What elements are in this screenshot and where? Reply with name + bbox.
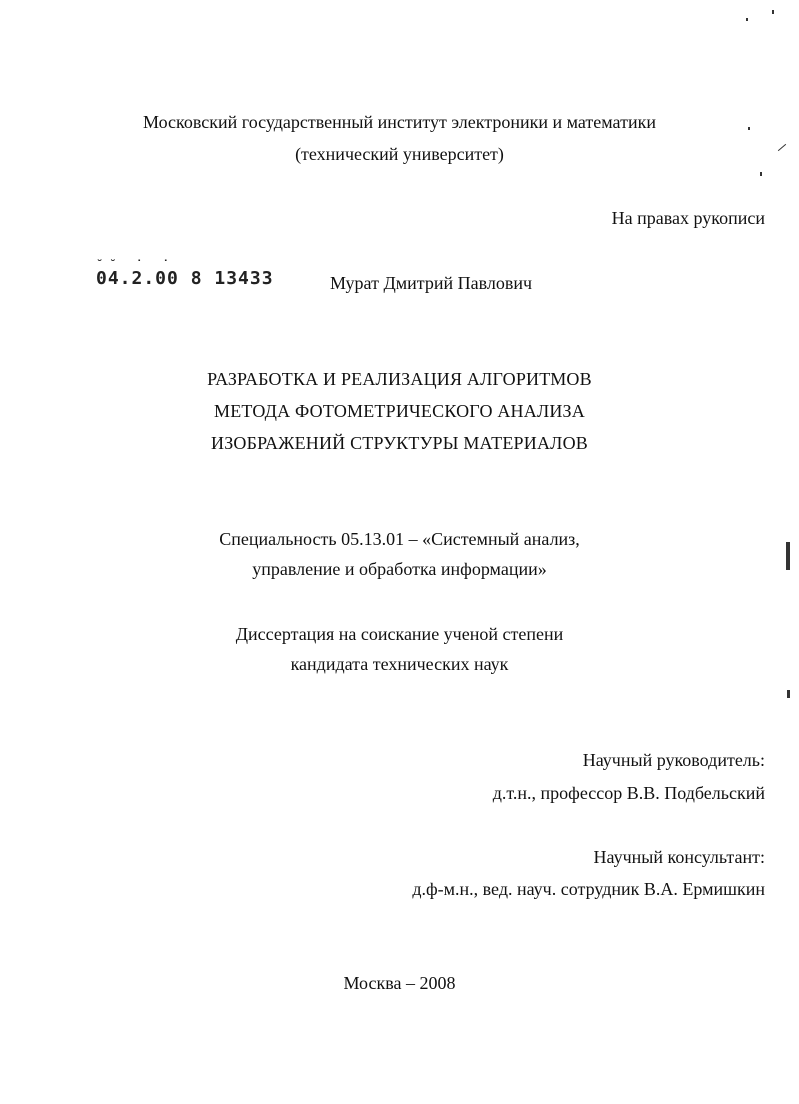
city-year: Москва – 2008 bbox=[343, 973, 456, 993]
degree-line-2: кандидата технических наук bbox=[290, 654, 509, 674]
institute-subtitle: (технический университет) bbox=[295, 144, 504, 164]
title-line-1: РАЗРАБОТКА И РЕАЛИЗАЦИЯ АЛГОРИТМОВ bbox=[207, 369, 592, 389]
specialty-line-2: управление и обработка информации» bbox=[252, 559, 547, 579]
author-name: Мурат Дмитрий Павлович bbox=[330, 273, 533, 293]
stamp-ticks: ˘˘ ˙ ˙ bbox=[96, 258, 176, 272]
scan-mark bbox=[772, 10, 774, 14]
scan-mark bbox=[748, 127, 750, 130]
scan-mark bbox=[760, 172, 762, 176]
stamp-code: 04.2.00 8 13433 bbox=[96, 268, 274, 289]
scan-mark bbox=[746, 18, 748, 21]
specialty-line-1: Специальность 05.13.01 – «Системный анализ, bbox=[219, 529, 580, 549]
consultant-name: д.ф-м.н., вед. науч. сотрудник В.А. Ермишкин bbox=[412, 879, 765, 899]
scan-mark bbox=[787, 690, 790, 698]
title-line-2: МЕТОДА ФОТОМЕТРИЧЕСКОГО АНАЛИЗА bbox=[214, 401, 585, 421]
scan-mark bbox=[786, 542, 790, 570]
rights-note: На правах рукописи bbox=[611, 208, 765, 228]
supervisor-name: д.т.н., профессор В.В. Подбельский bbox=[492, 783, 765, 803]
institute-name: Московский государственный институт электроники и математики bbox=[143, 112, 656, 132]
title-line-3: ИЗОБРАЖЕНИЙ СТРУКТУРЫ МАТЕРИАЛОВ bbox=[211, 433, 588, 453]
degree-line-1: Диссертация на соискание ученой степени bbox=[235, 624, 564, 644]
supervisor-label: Научный руководитель: bbox=[582, 750, 765, 770]
consultant-label: Научный консультант: bbox=[593, 847, 765, 867]
archive-stamp bbox=[96, 258, 274, 289]
